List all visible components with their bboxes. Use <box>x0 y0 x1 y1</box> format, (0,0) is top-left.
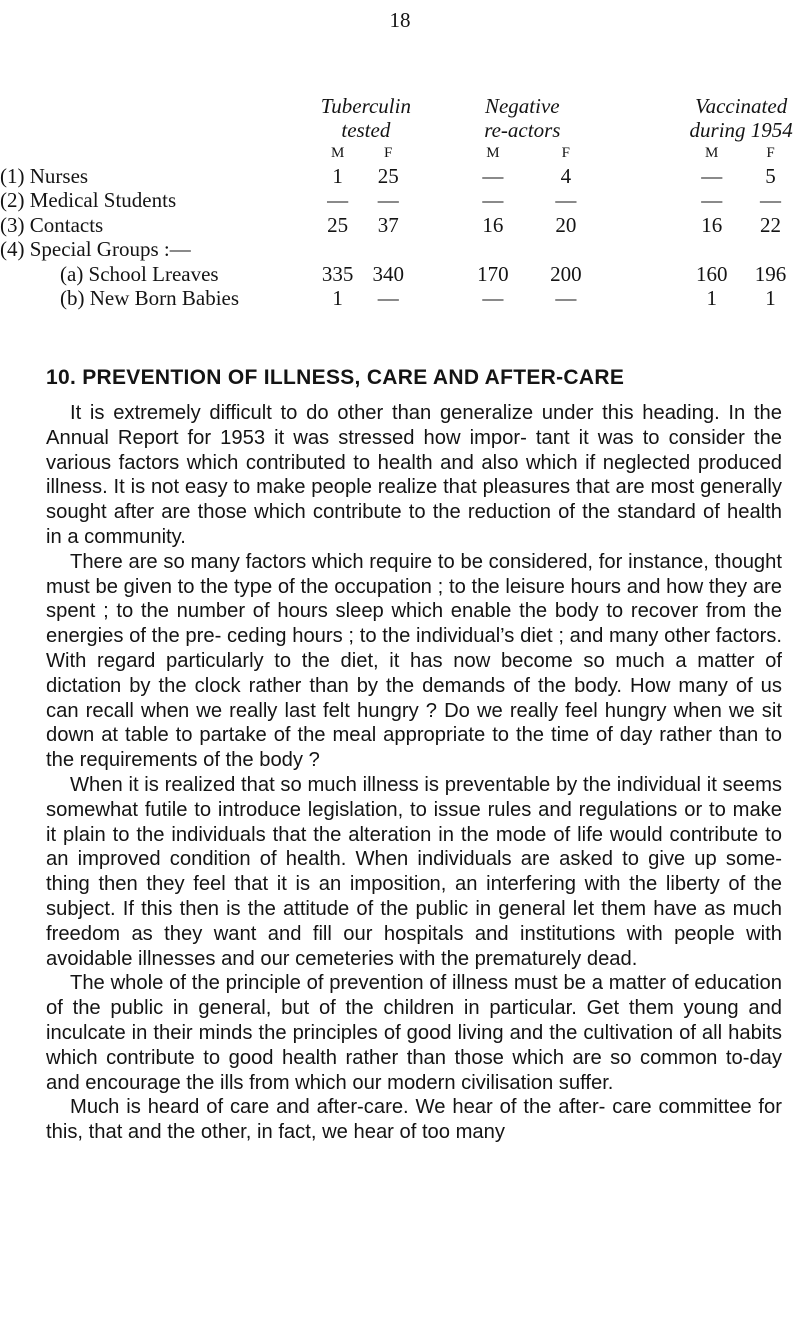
table-cell: 5 <box>765 164 776 188</box>
table-cell: 170 <box>477 261 509 286</box>
table-cell: — <box>555 286 577 311</box>
column-header-tuberculin: Tuberculin <box>320 94 411 118</box>
table-cell: — <box>482 188 504 213</box>
table-cell: 335 <box>321 261 354 286</box>
section-title: 10. PREVENTION OF ILLNESS, CARE AND AFTER-CARE <box>46 366 625 389</box>
table-cell: — <box>377 188 399 213</box>
row-label: (b) New Born Babies <box>60 286 240 311</box>
section-body <box>46 401 782 1145</box>
table-row <box>0 213 800 237</box>
table-cell: 1 <box>332 286 343 311</box>
table-cell: 16 <box>701 212 723 237</box>
subheader-m: M <box>705 145 719 161</box>
paragraph: It is extremely difficult to do other than generalize under this heading. In the Annual Report for 1953 it was stressed how impor- tant it was to consider the various factors which contributed to health and also which if neglected produced illness. It is not easy to make people realize that pleasures that are most generally sought after are those which contribute to the reduction of the standard of health in a community. <box>46 402 782 548</box>
statistics-table <box>0 94 800 310</box>
table-cell: 22 <box>760 212 782 237</box>
table-cell <box>360 237 416 261</box>
table-cell: — <box>760 188 782 213</box>
table-header-row-2 <box>0 118 800 142</box>
table-cell: — <box>377 286 399 311</box>
paragraph: There are so many factors which require to be considered, for instance, thought must be given to the type of the occupation ; to the leisure hours and how they are spent ; to the number of hours sleep which enable the body to recover from the energies of the pre- ceding hours ; to the individual’s diet ; and many other factors. With regard particularly to the diet, it has now become so much a matter of dictation by the clock rather than by the demands of the body. How many of us can recall when we really last felt hungry ? Do we really feel hungry when we sit down at table to partake of the meal appropriate to the time of day rather than to the requirements of the body ? <box>46 550 782 772</box>
column-header-reactors: re-actors <box>484 118 561 142</box>
table-row <box>0 188 800 212</box>
table-cell: — <box>701 164 723 188</box>
table-cell: — <box>482 164 504 188</box>
table-cell <box>315 237 360 261</box>
subheader-m: M <box>330 145 345 161</box>
table-cell: 25 <box>327 212 349 237</box>
table-cell: — <box>327 188 349 213</box>
table-cell: 1 <box>765 286 776 311</box>
table-cell: 1 <box>706 286 717 311</box>
table-cell: 4 <box>560 164 572 188</box>
table-cell: — <box>555 188 577 213</box>
row-label: (a) School Lreaves <box>60 261 219 286</box>
table-cell: 200 <box>550 261 582 286</box>
column-header-vaccinated: Vaccinated <box>695 94 788 118</box>
table-cell <box>536 237 595 261</box>
table-cell: 16 <box>482 212 504 237</box>
row-label: (4) Special Groups :— <box>0 237 191 262</box>
page-number: 18 <box>389 8 411 32</box>
subheader-m: M <box>486 145 500 161</box>
row-label: (2) Medical Students <box>0 188 177 213</box>
table-cell: — <box>482 286 504 311</box>
table-cell: — <box>701 188 723 213</box>
table-cell: 196 <box>754 261 787 286</box>
table-header-row-1 <box>0 94 800 118</box>
row-label: (1) Nurses <box>0 164 89 188</box>
table-cell: 20 <box>555 212 577 237</box>
table-row <box>0 237 800 261</box>
table-cell: 160 <box>695 261 728 286</box>
column-header-negative: Negative <box>484 94 560 118</box>
table-cell <box>682 237 741 261</box>
table-cell: 25 <box>377 164 399 188</box>
row-label: (3) Contacts <box>0 212 104 237</box>
table-cell: 340 <box>372 261 404 286</box>
subheader-f: F <box>766 145 775 161</box>
table-cell: 37 <box>377 212 399 237</box>
column-header-tested: tested <box>341 118 391 142</box>
table-row <box>0 262 800 286</box>
paragraph: The whole of the principle of prevention of illness must be a matter of education of the public in general, but of the children in particular. Get them young and inculcate in their minds the principles of good living and the cultivation of all habits which contribute to good health rather than those which are so common to-day and encourage the ills from which our modern civilisation suffer. <box>46 972 782 1094</box>
paragraph: When it is realized that so much illness is preventable by the individual it seems somewhat futile to introduce legislation, to issue rules and regulations or to make it plain to the individuals that the alteration in the mode of life would contribute to an improved condition of health. When individuals are asked to give up some- thing then they feel that it is an imposition, an interfering with the liberty of the subject. If this then is the attitude of the public in general let them have as much freedom as they want and fill our hospitals and institutions with people with avoidable illnesses and our cemeteries with the prematurely dead. <box>46 773 782 970</box>
column-header-during: during 1954 <box>689 118 793 142</box>
table-cell <box>741 237 800 261</box>
paragraph: Much is heard of care and after-care. We hear of the after- care committee for this, that and the other, in fact, we hear of too many <box>46 1096 782 1144</box>
subheader-f: F <box>561 145 570 161</box>
subheader-f: F <box>384 145 393 161</box>
table-row <box>0 164 800 188</box>
table-cell <box>449 237 536 261</box>
table-subheader-row <box>0 142 800 164</box>
table-row <box>0 286 800 310</box>
table-cell: 1 <box>332 164 343 188</box>
